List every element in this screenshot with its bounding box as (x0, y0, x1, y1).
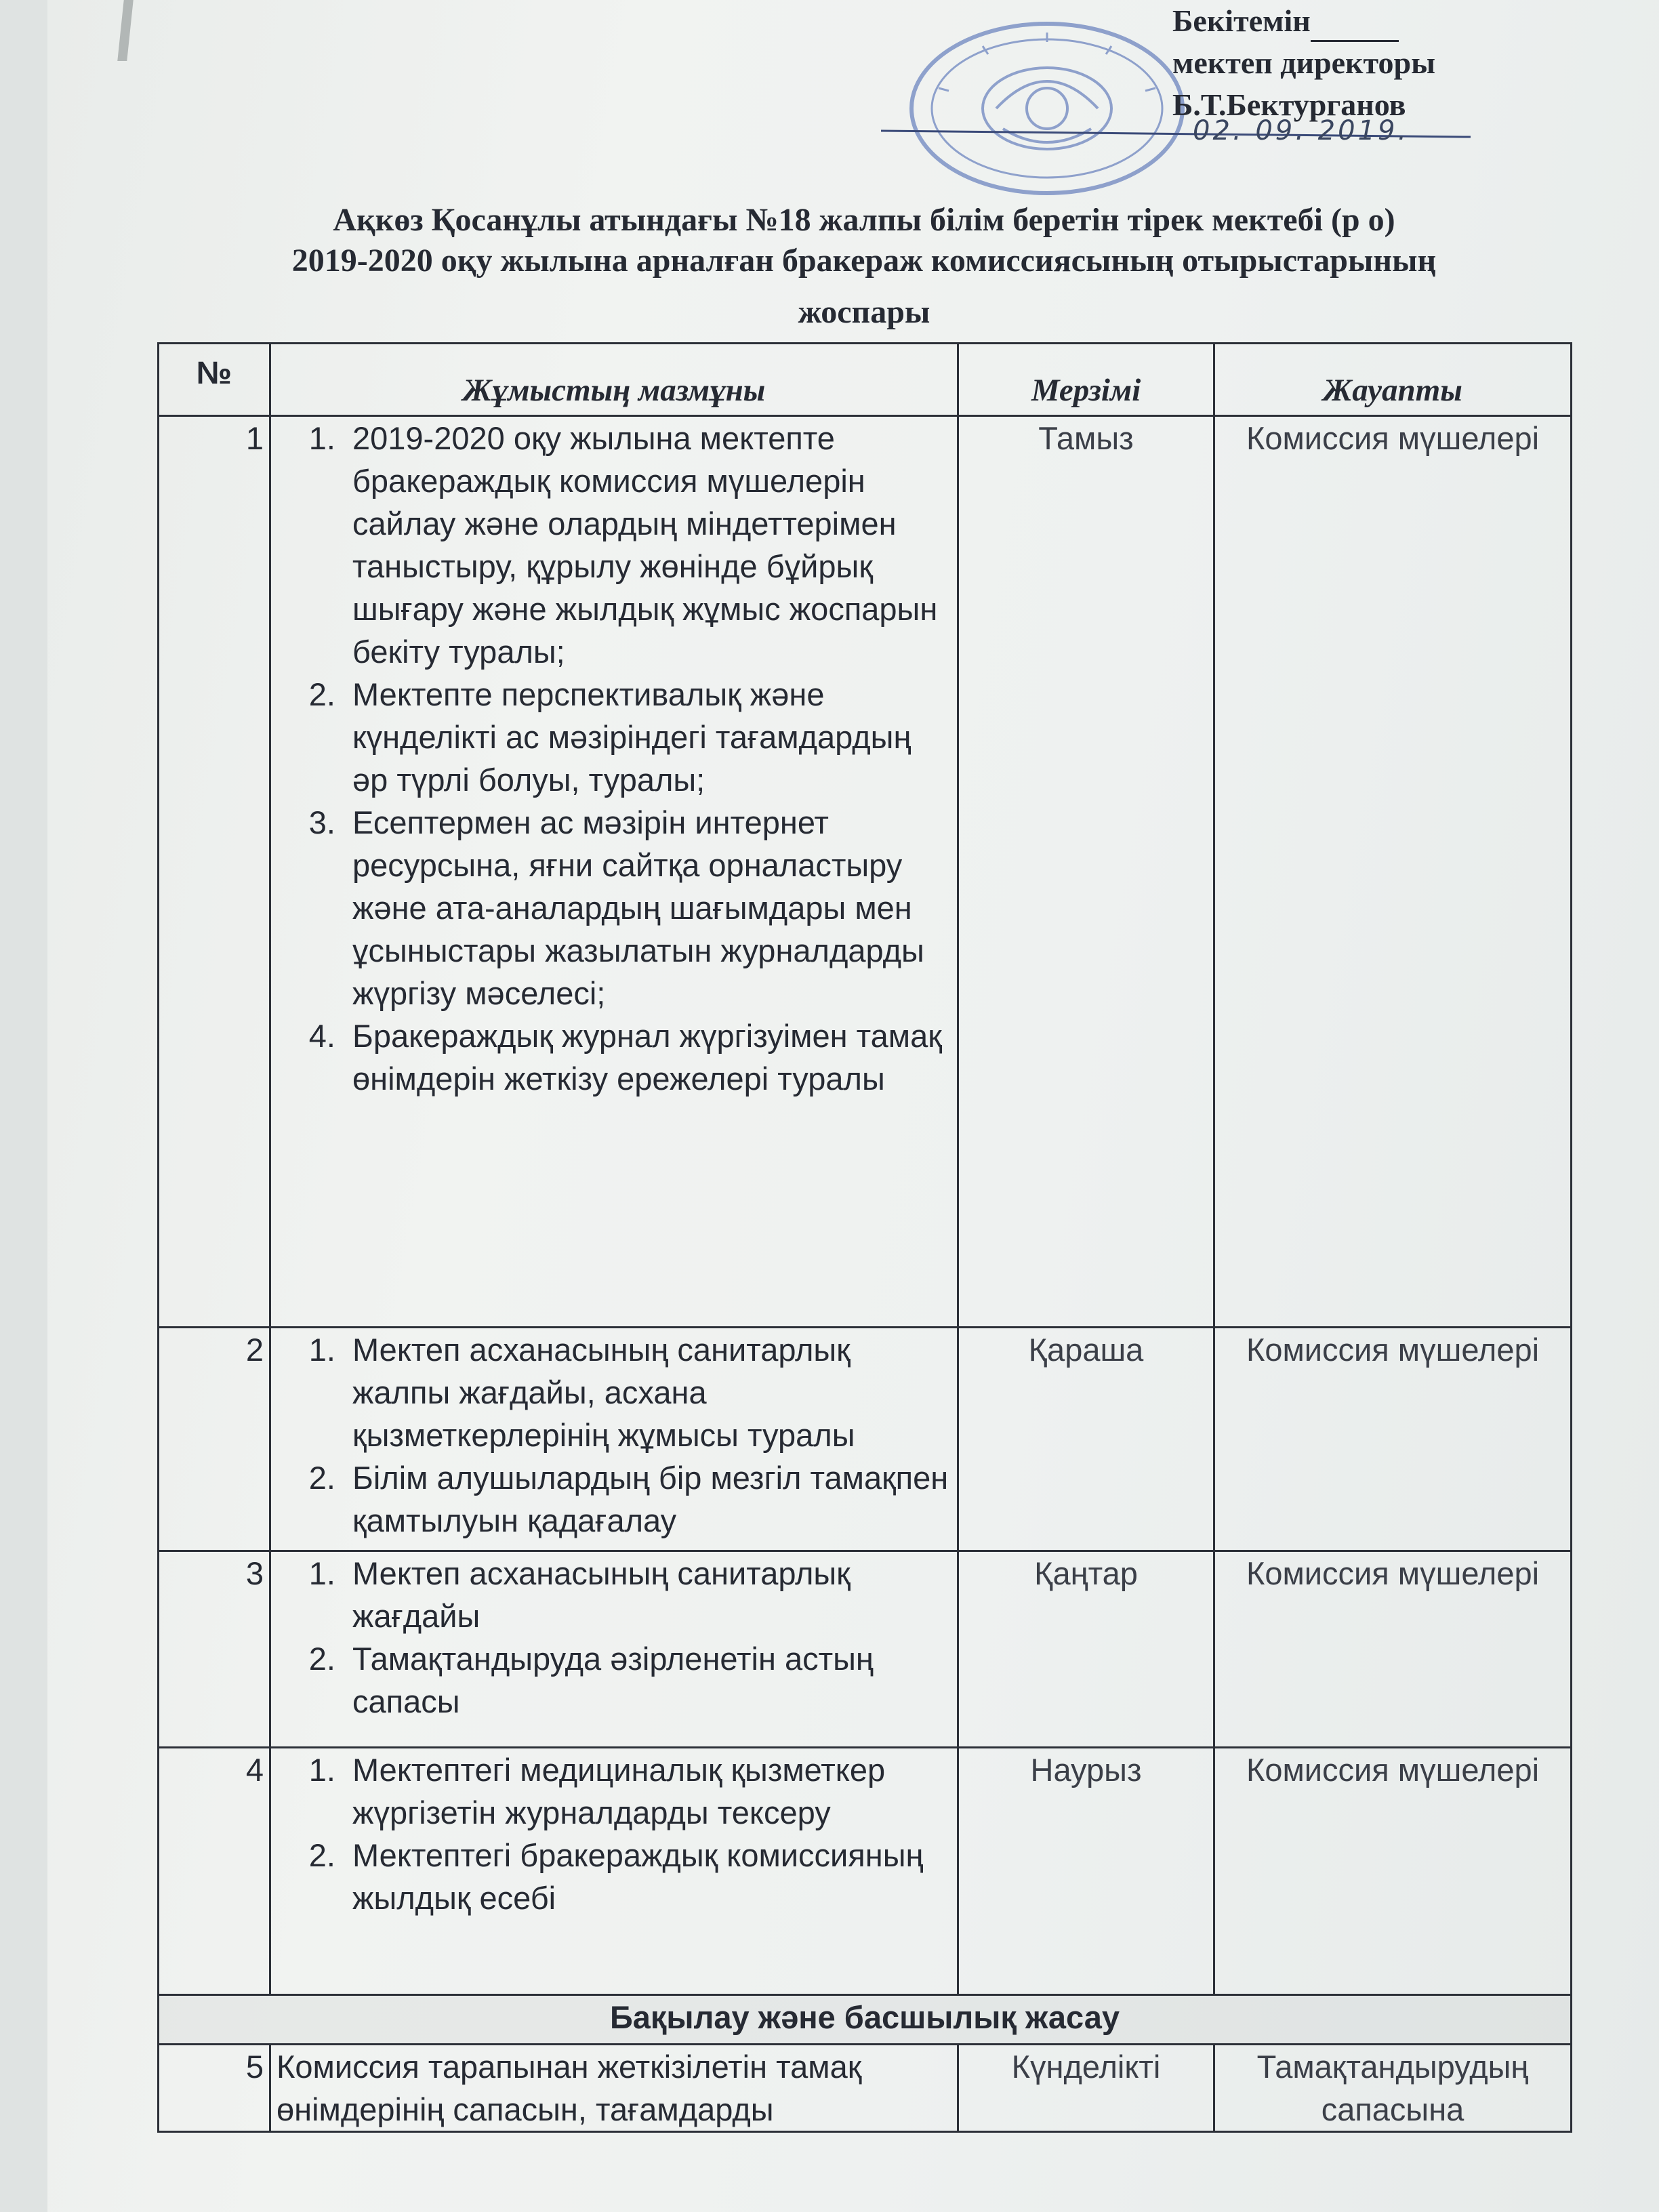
document-title-line2: 2019-2020 оқу жылына арналған бракераж комиссиясының отырыстарының (291, 243, 1437, 279)
row-deadline: Қаңтар (958, 1551, 1214, 1748)
approval-date: 02. 09. 2019. (1193, 115, 1410, 146)
row-responsible: Комиссия мүшелері (1214, 416, 1572, 1328)
row-content (270, 1748, 958, 1995)
list-item: 2. Білім алушылардың бір мезгіл тамақпен қамтылуын қадағалау (344, 1456, 951, 1542)
table-row (159, 2045, 1572, 2132)
approval-label: Бекітемін (1172, 3, 1311, 38)
row-content: Комиссия тарапынан жеткізілетін тамақ өнімдерінің сапасын, тағамдарды (270, 2045, 958, 2132)
row-content (270, 416, 958, 1328)
table-row (159, 1551, 1572, 1748)
list-item: 1. Мектеп асханасының санитарлық жалпы жағдайы, асхана қызметкерлерінің жұмысы туралы (344, 1328, 951, 1456)
list-item: 1. Мектептегі медициналық қызметкер жүргізетін журналдарды тексеру (344, 1748, 951, 1834)
header-responsible: Жауапты (1214, 344, 1572, 416)
signature-line (1311, 13, 1399, 42)
list-item: 4. Бракераждық журнал жүргізуімен тамақ өнімдерін жеткізу ережелері туралы (344, 1015, 951, 1100)
header-deadline: Мерзімі (958, 344, 1214, 416)
approval-block (1172, 0, 1579, 126)
row-number: 3 (159, 1551, 270, 1748)
list-item: 2. Мектепте перспективалық және күнделікті ас мәзіріндегі тағамдардың әр түрлі болуы, туралы; (344, 673, 951, 801)
table-row (159, 1328, 1572, 1551)
approval-director-name: Б.Т.Бектурганов (1172, 87, 1406, 122)
header-number: № (159, 344, 270, 416)
plan-table (157, 342, 1572, 2133)
row-deadline: Күнделікті (958, 2045, 1214, 2132)
header-content: Жұмыстың мазмұны (270, 344, 958, 416)
list-item: 1. 2019-2020 оқу жылына мектепте бракераждық комиссия мүшелерін сайлау және олардың міндеттерімен таныстыру, құрылу жөнінде бұйрық шығару және жылдық жұмыс жоспарын бекіту туралы; (344, 417, 951, 673)
row-responsible: Комиссия мүшелері (1214, 1551, 1572, 1748)
table-row (159, 416, 1572, 1328)
document-title-line1: Ақкөз Қосанұлы атындағы №18 жалпы білім беретін тірек мектебі (р о) (333, 202, 1395, 238)
row-number: 2 (159, 1328, 270, 1551)
row-responsible: Комиссия мүшелері (1214, 1748, 1572, 1995)
row-number: 1 (159, 416, 270, 1328)
row-deadline: Наурыз (958, 1748, 1214, 1995)
row-content (270, 1551, 958, 1748)
table-row (159, 1748, 1572, 1995)
row-content (270, 1328, 958, 1551)
row-responsible: Комиссия мүшелері (1214, 1328, 1572, 1551)
row-responsible: Тамақтандырудың сапасына (1214, 2045, 1572, 2132)
row-deadline: Қараша (958, 1328, 1214, 1551)
list-item: 2. Тамақтандыруда әзірленетін астың сапасы (344, 1637, 951, 1723)
list-item: 3. Есептермен ас мәзірін интернет ресурсына, яғни сайтқа орналастыру және ата-аналардың шағымдары мен ұсыныстары жазылатын журналдарды жүргізу мәселесі; (344, 801, 951, 1015)
row-number: 5 (159, 2045, 270, 2132)
official-seal-stamp (901, 14, 1193, 203)
section-row (159, 1995, 1572, 2045)
section-title: Бақылау және басшылық жасау (159, 1995, 1572, 2045)
list-item: 1. Мектеп асханасының санитарлық жағдайы (344, 1552, 951, 1637)
approval-position: мектеп директоры (1172, 45, 1436, 80)
table-header-row (159, 344, 1572, 416)
row-number: 4 (159, 1748, 270, 1995)
list-item: 2. Мектептегі бракераждық комиссияның жылдық есебі (344, 1834, 951, 1919)
row-deadline: Тамыз (958, 416, 1214, 1328)
document-title-line3: жоспары (798, 294, 930, 330)
